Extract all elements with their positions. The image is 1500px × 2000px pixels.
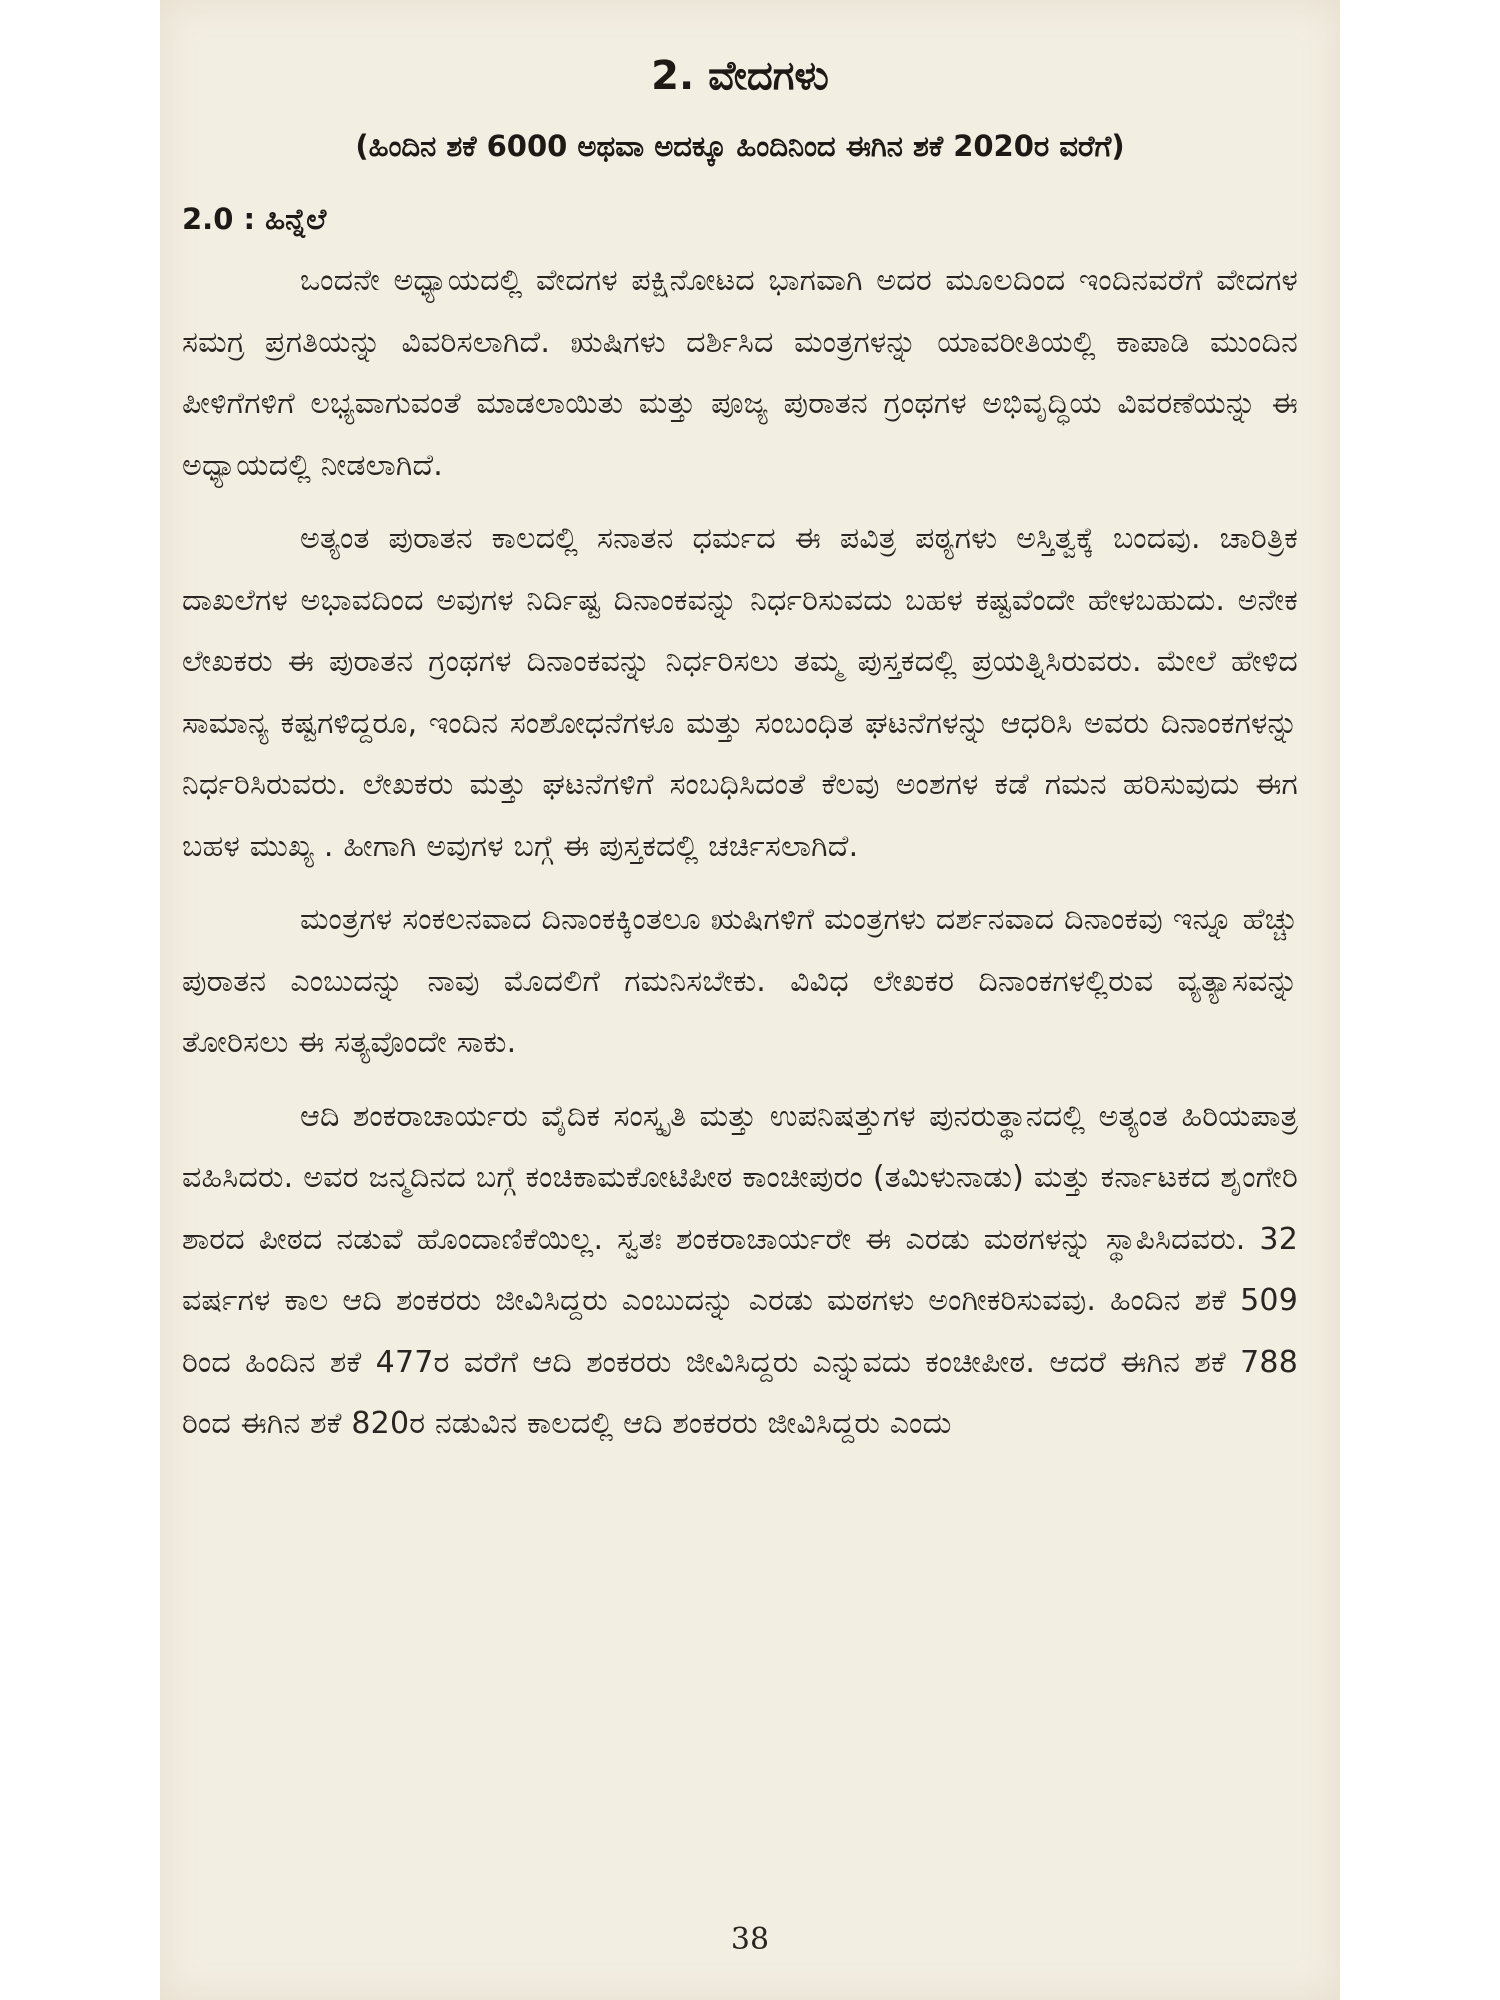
paragraph-4: ಆದಿ ಶಂಕರಾಚಾರ್ಯರು ವೈದಿಕ ಸಂಸ್ಕೃತಿ ಮತ್ತು ಉಪನಿಷತ್ತುಗಳ ಪುನರುತ್ಥಾನದಲ್ಲಿ ಅತ್ಯಂತ ಹಿರಿಯಪಾತ್ರ ವಹಿಸಿದರು. ಅವರ ಜನ್ಮದಿನದ ಬಗ್ಗೆ ಕಂಚಿಕಾಮಕೋಟಿಪೀಠ ಕಾಂಚೀಪುರಂ (ತಮಿಳುನಾಡು) ಮತ್ತು ಕರ್ನಾಟಕದ ಶೃಂಗೇರಿ ಶಾರದ ಪೀಠದ ನಡುವೆ ಹೊಂದಾಣಿಕೆಯಿಲ್ಲ. ಸ್ವತಃ ಶಂಕರಾಚಾರ್ಯರೇ ಈ ಎರಡು ಮಠಗಳನ್ನು ಸ್ಥಾಪಿಸಿದವರು. 32 ವರ್ಷಗಳ ಕಾಲ ಆದಿ ಶಂಕರರು ಜೀವಿಸಿದ್ದರು ಎಂಬುದನ್ನು ಎರಡು ಮಠಗಳು ಅಂಗೀಕರಿಸುವವು. ಹಿಂದಿನ ಶಕೆ 509 ರಿಂದ ಹಿಂದಿನ ಶಕೆ 477ರ ವರೆಗೆ ಆದಿ ಶಂಕರರು ಜೀವಿಸಿದ್ದರು ಎನ್ನುವದು ಕಂಚೀಪೀಠ. ಆದರೆ ಈಗಿನ ಶಕೆ 788 ರಿಂದ ಈಗಿನ ಶಕೆ 820ರ ನಡುವಿನ ಕಾಲದಲ್ಲಿ ಆದಿ ಶಂಕರರು ಜೀವಿಸಿದ್ದರು ಎಂದು <box>182 1098 1298 1441</box>
paragraph-3: ಮಂತ್ರಗಳ ಸಂಕಲನವಾದ ದಿನಾಂಕಕ್ಕಿಂತಲೂ ಋಷಿಗಳಿಗೆ ಮಂತ್ರಗಳು ದರ್ಶನವಾದ ದಿನಾಂಕವು ಇನ್ನೂ ಹೆಚ್ಚು ಪುರಾತನ ಎಂಬುದನ್ನು ನಾವು ಮೊದಲಿಗೆ ಗಮನಿಸಬೇಕು. ವಿವಿಧ ಲೇಖಕರ ದಿನಾಂಕಗಳಲ್ಲಿರುವ ವ್ಯತ್ಯಾಸವನ್ನು ತೋರಿಸಲು ಈ ಸತ್ಯವೊಂದೇ ಸಾಕು. <box>182 902 1298 1060</box>
paragraph-1: ಒಂದನೇ ಅಧ್ಯಾಯದಲ್ಲಿ ವೇದಗಳ ಪಕ್ಷಿನೋಟದ ಭಾಗವಾಗಿ ಅದರ ಮೂಲದಿಂದ ಇಂದಿನವರೆಗೆ ವೇದಗಳ ಸಮಗ್ರ ಪ್ರಗತಿಯನ್ನು ವಿವರಿಸಲಾಗಿದೆ. ಋಷಿಗಳು ದರ್ಶಿಸಿದ ಮಂತ್ರಗಳನ್ನು ಯಾವರೀತಿಯಲ್ಲಿ ಕಾಪಾಡಿ ಮುಂದಿನ ಪೀಳಿಗೆಗಳಿಗೆ ಲಭ್ಯವಾಗುವಂತೆ ಮಾಡಲಾಯಿತು ಮತ್ತು ಪೂಜ್ಯ ಪುರಾತನ ಗ್ರಂಥಗಳ ಅಭಿವೃದ್ಧಿಯ ವಿವರಣೆಯನ್ನು ಈ ಅಧ್ಯಾಯದಲ್ಲಿ ನೀಡಲಾಗಿದೆ. <box>182 263 1298 483</box>
page-content <box>182 40 1298 1467</box>
page-number: 38 <box>730 1922 770 1957</box>
paragraph-2: ಅತ್ಯಂತ ಪುರಾತನ ಕಾಲದಲ್ಲಿ ಸನಾತನ ಧರ್ಮದ ಈ ಪವಿತ್ರ ಪಠ್ಯಗಳು ಅಸ್ತಿತ್ವಕ್ಕೆ ಬಂದವು. ಚಾರಿತ್ರಿಕ ದಾಖಲೆಗಳ ಅಭಾವದಿಂದ ಅವುಗಳ ನಿರ್ದಿಷ್ಟ ದಿನಾಂಕವನ್ನು ನಿರ್ಧರಿಸುವದು ಬಹಳ ಕಷ್ಟವೆಂದೇ ಹೇಳಬಹುದು. ಅನೇಕ ಲೇಖಕರು ಈ ಪುರಾತನ ಗ್ರಂಥಗಳ ದಿನಾಂಕವನ್ನು ನಿರ್ಧರಿಸಲು ತಮ್ಮ ಪುಸ್ತಕದಲ್ಲಿ ಪ್ರಯತ್ನಿಸಿರುವರು. ಮೇಲೆ ಹೇಳಿದ ಸಾಮಾನ್ಯ ಕಷ್ಟಗಳಿದ್ದರೂ, ಇಂದಿನ ಸಂಶೋಧನೆಗಳೂ ಮತ್ತು ಸಂಬಂಧಿತ ಘಟನೆಗಳನ್ನು ಆಧರಿಸಿ ಅವರು ದಿನಾಂಕಗಳನ್ನು ನಿರ್ಧರಿಸಿರುವರು. ಲೇಖಕರು ಮತ್ತು ಘಟನೆಗಳಿಗೆ ಸಂಬಧಿಸಿದಂತೆ ಕೆಲವು ಅಂಶಗಳ ಕಡೆ ಗಮನ ಹರಿಸುವುದು ಈಗ ಬಹಳ ಮುಖ್ಯ . ಹೀಗಾಗಿ ಅವುಗಳ ಬಗ್ಗೆ ಈ ಪುಸ್ತಕದಲ್ಲಿ ಚರ್ಚಿಸಲಾಗಿದೆ. <box>182 521 1298 864</box>
section-heading: 2.0 : ಹಿನ್ನೆಲೆ <box>182 202 327 236</box>
book-page <box>160 0 1340 2000</box>
chapter-title: 2. ವೇದಗಳು <box>651 53 829 99</box>
chapter-subtitle: (ಹಿಂದಿನ ಶಕೆ 6000 ಅಥವಾ ಅದಕ್ಕೂ ಹಿಂದಿನಿಂದ ಈಗಿನ ಶಕೆ 2020ರ ವರೆಗೆ) <box>355 129 1125 163</box>
